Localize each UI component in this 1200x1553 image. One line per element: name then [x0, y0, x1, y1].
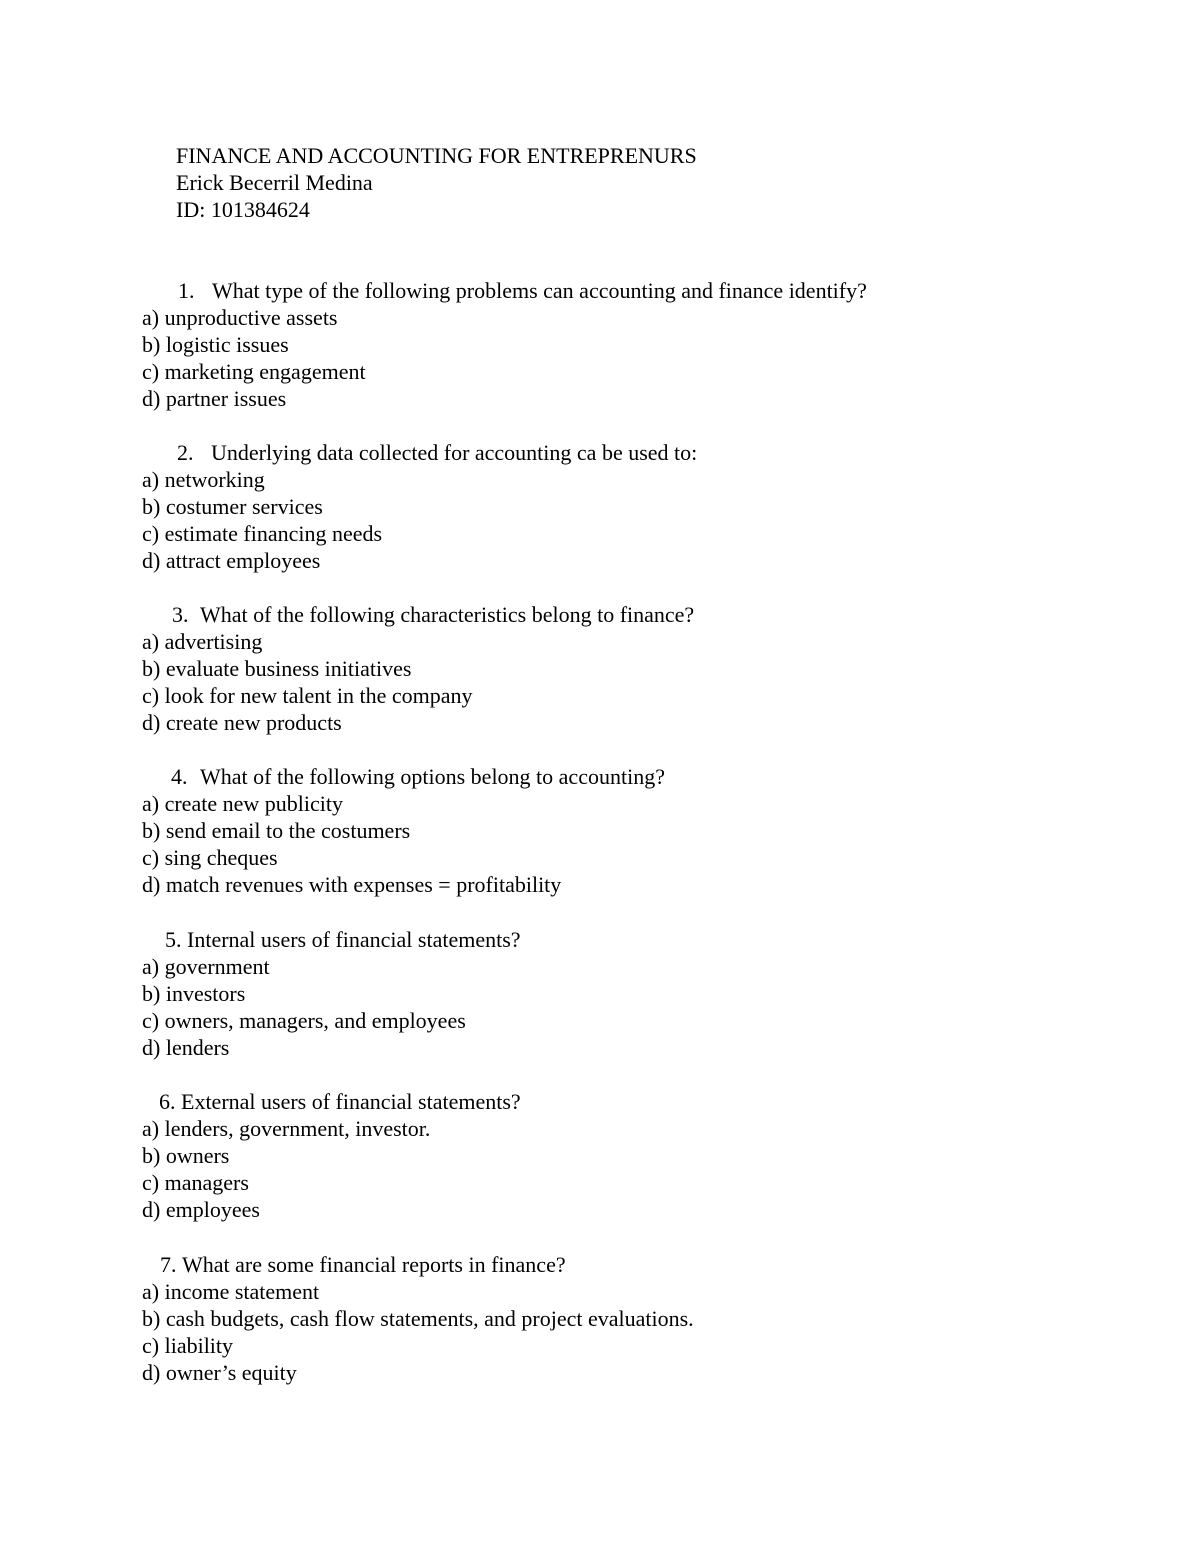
- option-b: b) evaluate business initiatives: [142, 656, 412, 681]
- question-line: [142, 926, 1102, 953]
- option-d: d) create new products: [142, 710, 342, 735]
- option-a: a) lenders, government, investor.: [142, 1116, 431, 1141]
- question-line: [142, 439, 1102, 466]
- question-number: 3.: [172, 602, 189, 627]
- student-id: ID: 101384624: [176, 197, 310, 222]
- option-c: c) managers: [142, 1170, 249, 1195]
- option-c: c) look for new talent in the company: [142, 683, 473, 708]
- question-line: [142, 601, 1102, 628]
- option-b: b) logistic issues: [142, 332, 289, 357]
- option-d: d) owner’s equity: [142, 1360, 297, 1385]
- option-a: a) unproductive assets: [142, 305, 338, 330]
- option-d: d) lenders: [142, 1035, 230, 1060]
- question-number: 4.: [171, 764, 188, 789]
- option-b: b) cash budgets, cash flow statements, and project evaluations.: [142, 1306, 694, 1331]
- question-text: What type of the following problems can accounting and finance identify?: [212, 278, 867, 303]
- question-7: [142, 1251, 1102, 1386]
- option-a: a) create new publicity: [142, 791, 343, 816]
- question-line: [142, 277, 1102, 304]
- question-text: Underlying data collected for accounting ca be used to:: [211, 440, 698, 465]
- option-c: c) sing cheques: [142, 845, 278, 870]
- option-d: d) employees: [142, 1197, 260, 1222]
- question-text: What of the following options belong to accounting?: [200, 764, 665, 789]
- question-3: [142, 601, 1102, 736]
- question-number: 2.: [177, 440, 194, 465]
- option-b: b) owners: [142, 1143, 230, 1168]
- question-1: [142, 277, 1102, 412]
- question-4: [142, 763, 1102, 898]
- question-text: Internal users of financial statements?: [187, 927, 521, 952]
- question-line: [142, 763, 1102, 790]
- option-b: b) send email to the costumers: [142, 818, 411, 843]
- option-a: a) advertising: [142, 629, 263, 654]
- option-c: c) owners, managers, and employees: [142, 1008, 466, 1033]
- author-name: Erick Becerril Medina: [176, 170, 373, 195]
- option-a: a) networking: [142, 467, 265, 492]
- question-line: [142, 1088, 1102, 1115]
- question-number: 5.: [165, 927, 182, 952]
- option-b: b) investors: [142, 981, 246, 1006]
- option-b: b) costumer services: [142, 494, 323, 519]
- document-header: [176, 142, 697, 223]
- question-text: External users of financial statements?: [181, 1089, 521, 1114]
- option-c: c) estimate financing needs: [142, 521, 383, 546]
- document-title: FINANCE AND ACCOUNTING FOR ENTREPRENURS: [176, 143, 697, 168]
- question-number: 6.: [159, 1089, 176, 1114]
- question-5: [142, 926, 1102, 1061]
- option-c: c) liability: [142, 1333, 234, 1358]
- question-text: What are some financial reports in finance?: [182, 1252, 566, 1277]
- option-a: a) income statement: [142, 1279, 320, 1304]
- question-text: What of the following characteristics belong to finance?: [200, 602, 695, 627]
- option-d: d) attract employees: [142, 548, 321, 573]
- question-2: [142, 439, 1102, 574]
- question-6: [142, 1088, 1102, 1223]
- option-a: a) government: [142, 954, 270, 979]
- question-number: 7.: [160, 1252, 177, 1277]
- question-line: [142, 1251, 1102, 1278]
- option-d: d) partner issues: [142, 386, 287, 411]
- option-c: c) marketing engagement: [142, 359, 366, 384]
- option-d: d) match revenues with expenses = profitability: [142, 872, 562, 897]
- question-number: 1.: [178, 278, 195, 303]
